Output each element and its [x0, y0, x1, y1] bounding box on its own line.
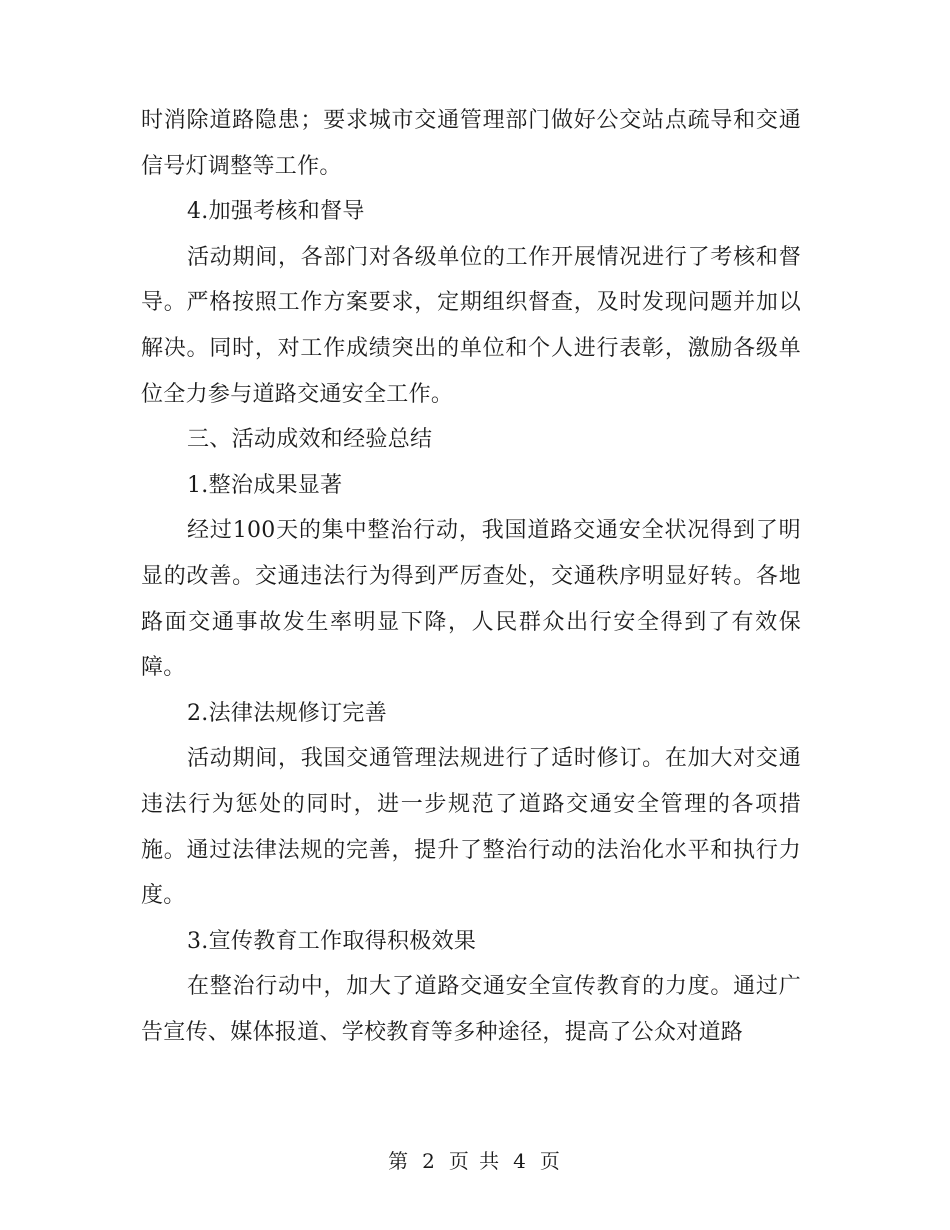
subheading-3: 3.宣传教育工作取得积极效果: [187, 928, 477, 954]
paragraph-assessment: 活动期间，各部门对各级单位的工作开展情况进行了考核和督导。严格按照工作方案要求，定期组织督查，及时发现问题并加以解决。同时，对工作成绩突出的单位和个人进行表彰，激励各级单位全力参与道路交通安全工作。: [141, 244, 801, 407]
paragraph-continued: 时消除道路隐患；要求城市交通管理部门做好公交站点疏导和交通信号灯调整等工作。: [141, 108, 801, 179]
section-heading-3: 三、活动成效和经验总结: [187, 427, 433, 453]
document-body: [141, 98, 801, 1055]
subheading-1: 1.整治成果显著: [187, 472, 343, 498]
paragraph-results: 经过100天的集中整治行动，我国道路交通安全状况得到了明显的改善。交通违法行为得到严厉查处，交通秩序明显好转。各地路面交通事故发生率明显下降，人民群众出行安全得到了有效保障。: [141, 518, 801, 681]
page-label-prefix: 第: [388, 1149, 411, 1173]
page-label-suffix: 页: [539, 1149, 562, 1173]
paragraph-education: 在整治行动中，加大了道路交通安全宣传教育的力度。通过广告宣传、媒体报道、学校教育等多种途径，提高了公众对道路: [141, 974, 801, 1045]
subheading-4: 4.加强考核和督导: [187, 199, 365, 225]
page-footer: [0, 1145, 950, 1174]
paragraph-regulations: 活动期间，我国交通管理法规进行了适时修订。在加大对交通违法行为惩处的同时，进一步规范了道路交通安全管理的各项措施。通过法律法规的完善，提升了整治行动的法治化水平和执行力度。: [141, 746, 801, 909]
current-page-number: 2: [422, 1149, 437, 1173]
total-pages-number: 4: [513, 1149, 528, 1173]
page-label-mid: 页 共: [448, 1149, 502, 1173]
subheading-2: 2.法律法规修订完善: [187, 700, 387, 726]
